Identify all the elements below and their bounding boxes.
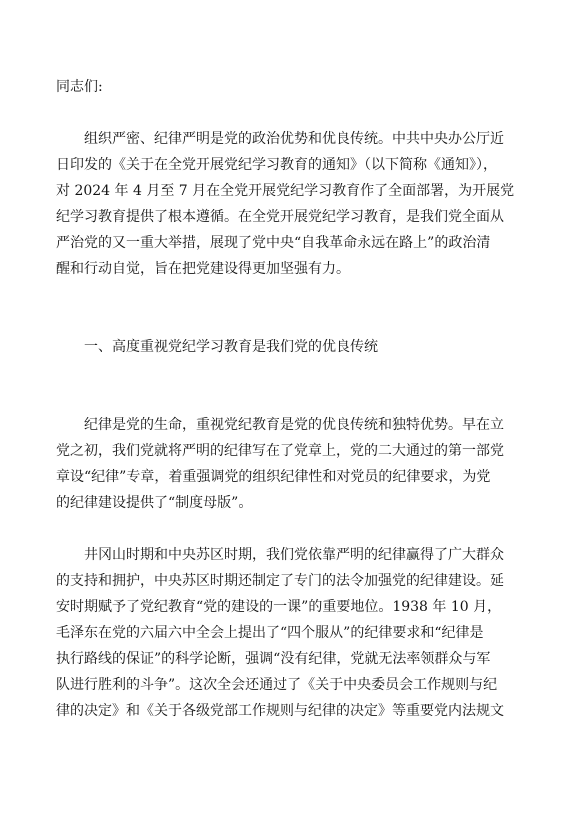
- salutation-text: 同志们:: [56, 79, 103, 95]
- paragraph-line: 纪学习教育提供了根本遵循。在全党开展党纪学习教育，是我们党全面从: [56, 209, 504, 225]
- section-heading: [56, 334, 526, 360]
- salutation: [56, 74, 526, 100]
- paragraph-line: 醒和行动自觉，旨在把党建设得更加坚强有力。: [56, 261, 350, 277]
- paragraph-line: 党之初，我们党就将严明的纪律写在了党章上，党的二大通过的第一部党: [56, 443, 504, 459]
- paragraph-line: 严治党的又一重大举措，展现了党中央“自我革命永远在路上”的政治清: [56, 235, 491, 251]
- paragraph-line: 组织严密、纪律严明是党的政治优势和优良传统。中共中央办公厅近: [84, 131, 504, 147]
- paragraph-line: 安时期赋予了党纪教育“党的建设的一课”的重要地位。1938 年 10 月，: [56, 599, 502, 615]
- paragraph-line: 章设“纪律”专章，着重强调党的组织纪律性和对党员的纪律要求，为党: [56, 469, 491, 485]
- paragraph-line: 的支持和拥护，中央苏区时期还制定了专门的法令加强党的纪律建设。延: [56, 573, 504, 589]
- paragraph-line: 执行路线的保证”的科学论断，强调“没有纪律，党就无法率领群众与军: [56, 651, 491, 667]
- intro-paragraph: [56, 126, 526, 282]
- section-heading-text: 一、高度重视党纪学习教育是我们党的优良传统: [84, 339, 378, 355]
- paragraph-line: 纪律是党的生命，重视党纪教育是党的优良传统和独特优势。早在立: [84, 417, 504, 433]
- paragraph-line: 律的决定》和《关于各级党部工作规则与纪律的决定》等重要党内法规文: [56, 703, 504, 719]
- paragraph-line: 的纪律建设提供了“制度母版”。: [56, 495, 253, 511]
- paragraph-line: 日印发的《关于在全党开展党纪学习教育的通知》（以下简称《通知》），: [56, 157, 497, 173]
- paragraph-line: 对 2024 年 4 月至 7 月在全党开展党纪学习教育作了全面部署，为开展党: [56, 183, 515, 199]
- paragraph-3: [56, 542, 526, 724]
- paragraph-2: [56, 412, 526, 516]
- paragraph-line: 毛泽东在党的六届六中全会上提出了“四个服从”的纪律要求和“纪律是: [56, 625, 484, 641]
- paragraph-line: 队进行胜利的斗争”。这次全会还通过了《关于中央委员会工作规则与纪: [56, 677, 498, 693]
- paragraph-line: 井冈山时期和中央苏区时期，我们党依靠严明的纪律赢得了广大群众: [84, 547, 504, 563]
